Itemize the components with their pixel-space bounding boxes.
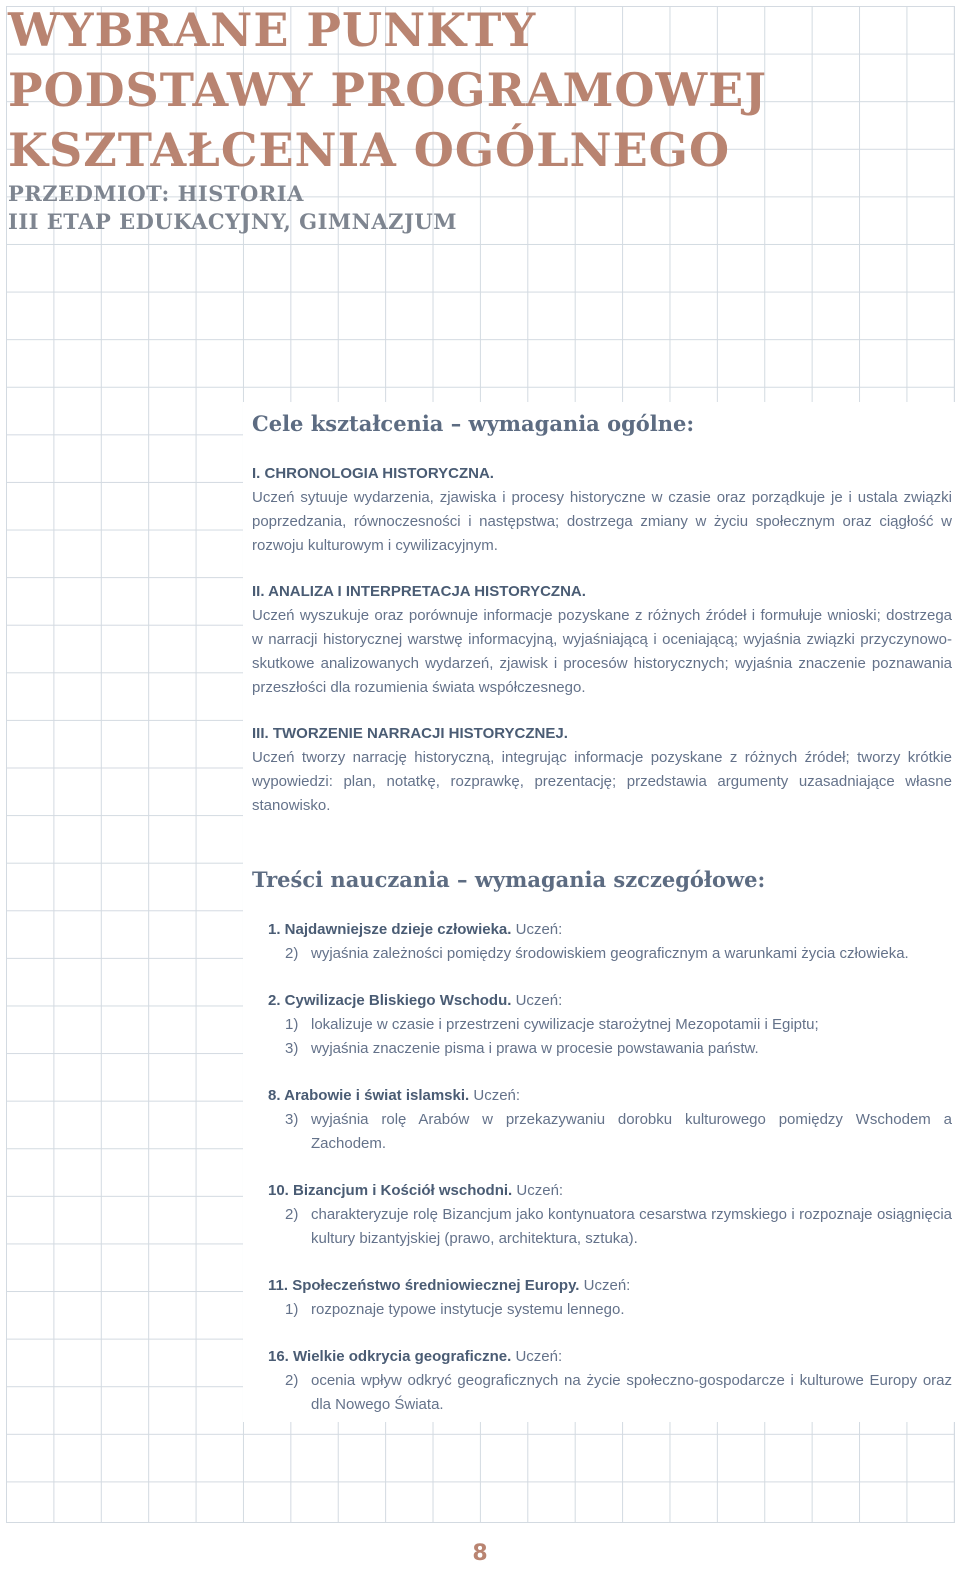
goal-text: Uczeń sytuuje wydarzenia, zjawiska i procesy historyczne w czasie oraz porządkuje je i ustala związki poprzedzania, równoczesności i następstwa; dostrzega zmiany w życiu społecznym oraz ciągłość w rozwoju kulturowym i cywilizacyjnym. bbox=[252, 489, 952, 554]
page-number: 8 bbox=[472, 1541, 488, 1566]
item-text: lokalizuje w czasie i przestrzeni cywilizacje starożytnej Mezopotamii i Egiptu; bbox=[311, 1016, 819, 1033]
item-number: 2) bbox=[285, 945, 299, 962]
item-text: wyjaśnia zależności pomiędzy środowiskiem geograficznym a warunkami życia człowieka. bbox=[311, 945, 909, 962]
item-text: wyjaśnia rolę Arabów w przekazywaniu dorobku kulturowego pomiędzy Wschodem a Zachodem. bbox=[311, 1111, 952, 1152]
topic-title: 16. Wielkie odkrycia geograficzne. bbox=[268, 1348, 512, 1365]
goal-title: II. ANALIZA I INTERPRETACJA HISTORYCZNA. bbox=[252, 583, 586, 600]
goal-block bbox=[252, 580, 952, 700]
topic-header bbox=[268, 1179, 952, 1203]
topic-item bbox=[268, 1298, 952, 1322]
title-line-3: KSZTAŁCENIA OGÓLNEGO bbox=[8, 123, 731, 177]
topic-item bbox=[268, 1203, 952, 1251]
main-content bbox=[252, 408, 952, 1417]
page-header bbox=[8, 0, 767, 236]
item-number: 3) bbox=[285, 1040, 299, 1057]
goals-heading: Cele kształcenia – wymagania ogólne: bbox=[252, 411, 695, 436]
goal-title: III. TWORZENIE NARRACJI HISTORYCZNEJ. bbox=[252, 725, 568, 742]
topic-block bbox=[268, 1179, 952, 1251]
item-text: wyjaśnia znaczenie pisma i prawa w procesie powstawania państw. bbox=[311, 1040, 759, 1057]
subtitle-line-1: PRZEDMIOT: HISTORIA bbox=[8, 181, 304, 206]
title-line-2: PODSTAWY PROGRAMOWEJ bbox=[8, 63, 767, 117]
topic-pupil-label: Uczeń: bbox=[515, 992, 563, 1009]
topic-header bbox=[268, 1274, 952, 1298]
topic-block bbox=[268, 918, 952, 966]
topic-pupil-label: Uczeń: bbox=[515, 921, 563, 938]
topic-pupil-label: Uczeń: bbox=[516, 1182, 564, 1199]
topic-block bbox=[268, 1274, 952, 1322]
topic-pupil-label: Uczeń: bbox=[473, 1087, 521, 1104]
goal-block bbox=[252, 722, 952, 818]
topic-header bbox=[268, 918, 952, 942]
topic-title: 11. Społeczeństwo średniowiecznej Europy. bbox=[268, 1277, 580, 1294]
topic-title: 1. Najdawniejsze dzieje człowieka. bbox=[268, 921, 512, 938]
topic-header bbox=[268, 1345, 952, 1369]
content-heading: Treści nauczania – wymagania szczegółowe: bbox=[252, 867, 766, 892]
title-line-1: WYBRANE PUNKTY bbox=[8, 3, 537, 57]
item-text: charakteryzuje rolę Bizancjum jako kontynuatora cesarstwa rzymskiego i rozpoznaje osiągnięcia kultury bizantyjskiej (prawo, architektura, sztuka). bbox=[311, 1206, 952, 1247]
item-number: 2) bbox=[285, 1206, 299, 1223]
document-title bbox=[8, 0, 767, 180]
topic-title: 2. Cywilizacje Bliskiego Wschodu. bbox=[268, 992, 512, 1009]
goal-text: Uczeń tworzy narrację historyczną, integrując informacje pozyskane z różnych źródeł; tworzy krótkie wypowiedzi: plan, notatkę, rozprawkę, prezentację; przedstawia argumenty uzasadniające własne stanowisko. bbox=[252, 749, 952, 814]
document-subtitle bbox=[8, 180, 767, 236]
item-text: rozpoznaje typowe instytucje systemu lennego. bbox=[311, 1301, 625, 1318]
subtitle-line-2: III ETAP EDUKACYJNY, GIMNAZJUM bbox=[8, 209, 457, 234]
goal-title: I. CHRONOLOGIA HISTORYCZNA. bbox=[252, 465, 494, 482]
topic-block bbox=[268, 1345, 952, 1417]
topic-block bbox=[268, 989, 952, 1061]
topic-pupil-label: Uczeń: bbox=[515, 1348, 563, 1365]
topic-header bbox=[268, 1084, 952, 1108]
item-number: 1) bbox=[285, 1016, 299, 1033]
item-text: ocenia wpływ odkryć geograficznych na życie społeczno-gospodarcze i kulturowe Europy oraz dla Nowego Świata. bbox=[311, 1372, 952, 1413]
topic-item bbox=[268, 1369, 952, 1417]
goal-block bbox=[252, 462, 952, 558]
item-number: 3) bbox=[285, 1111, 299, 1128]
topic-item bbox=[268, 1037, 952, 1061]
topic-pupil-label: Uczeń: bbox=[583, 1277, 631, 1294]
topic-title: 10. Bizancjum i Kościół wschodni. bbox=[268, 1182, 513, 1199]
topic-item bbox=[268, 942, 952, 966]
topic-block bbox=[268, 1084, 952, 1156]
topic-title: 8. Arabowie i świat islamski. bbox=[268, 1087, 470, 1104]
topic-item bbox=[268, 1108, 952, 1156]
item-number: 2) bbox=[285, 1372, 299, 1389]
goal-text: Uczeń wyszukuje oraz porównuje informacje pozyskane z różnych źródeł i formułuje wnioski; dostrzega w narracji historycznej warstwę informacyjną, wyjaśniającą i oceniającą; wyjaśnia związki przyczynowo-skutkowe analizowanych wydarzeń, zjawisk i procesów historycznych; wyjaśnia znaczenie poznawania przeszłości dla rozumienia świata współczesnego. bbox=[252, 607, 952, 696]
topic-item bbox=[268, 1013, 952, 1037]
item-number: 1) bbox=[285, 1301, 299, 1318]
topic-header bbox=[268, 989, 952, 1013]
